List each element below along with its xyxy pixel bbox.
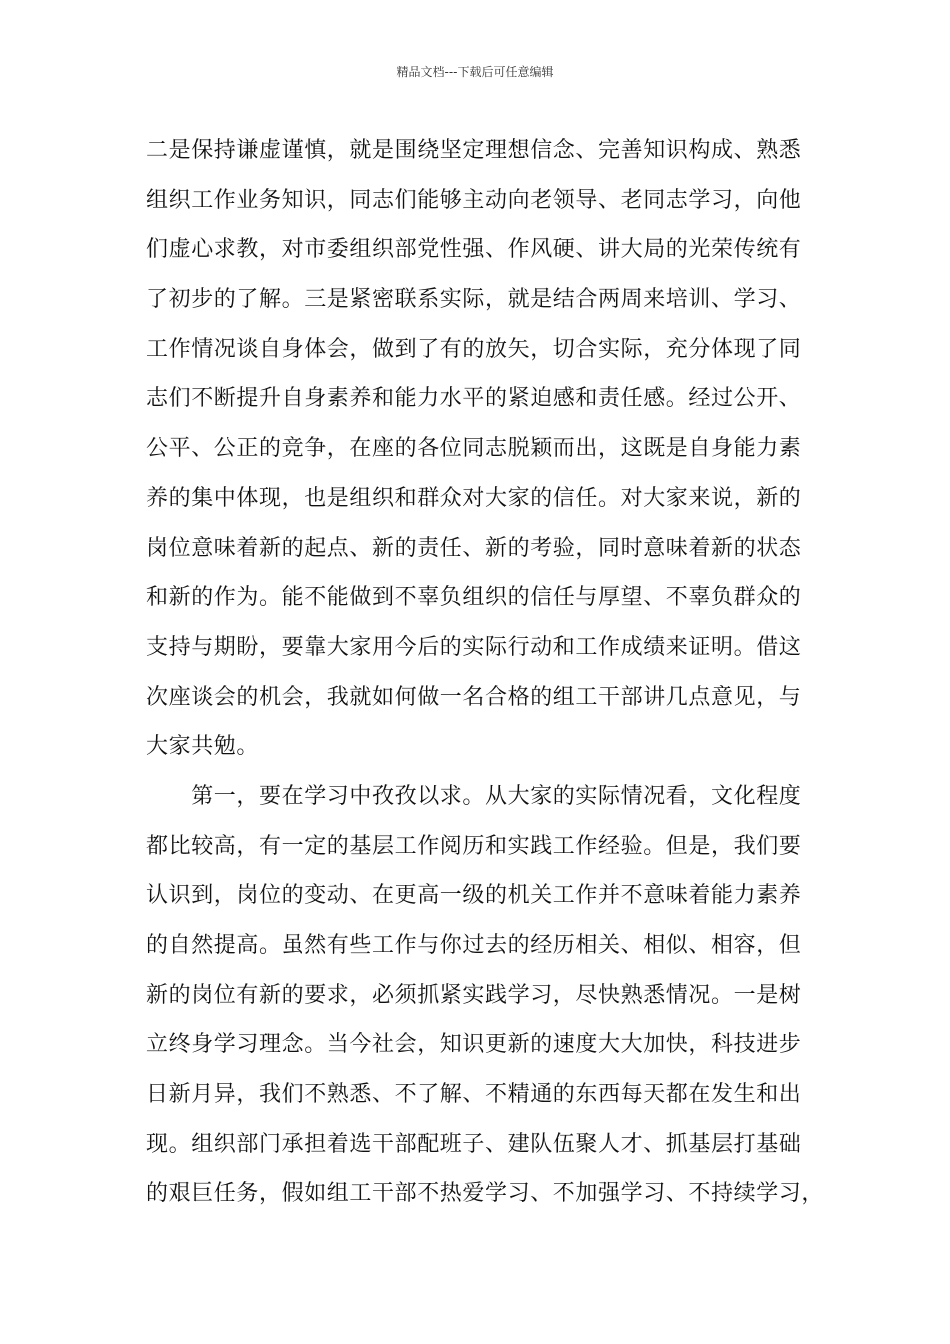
- text-line: 认识到，岗位的变动、在更高一级的机关工作并不意味着能力素养: [146, 883, 802, 909]
- text-line: 组织工作业务知识，同志们能够主动向老领导、老同志学习，向他: [146, 187, 802, 213]
- text-line: 都比较高，有一定的基层工作阅历和实践工作经验。但是，我们要: [146, 833, 802, 859]
- text-line: 养的集中体现，也是组织和群众对大家的信任。对大家来说，新的: [146, 485, 802, 511]
- text-line: 日新月异，我们不熟悉、不了解、不精通的东西每天都在发生和出: [146, 1082, 802, 1108]
- text-line: 岗位意味着新的起点、新的责任、新的考验，同时意味着新的状态: [146, 535, 802, 561]
- page-header: 精品文档---下载后可任意编辑: [396, 65, 554, 79]
- text-line: 志们不断提升自身素养和能力水平的紧迫感和责任感。经过公开、: [146, 386, 802, 412]
- text-line: 二是保持谦虚谨慎，就是围绕坚定理想信念、完善知识构成、熟悉: [146, 138, 802, 163]
- text-line: 新的岗位有新的要求，必须抓紧实践学习，尽快熟悉情况。一是树: [146, 982, 802, 1008]
- text-line: 大家共勉。: [146, 734, 260, 760]
- text-line: 第一，要在学习中孜孜以求。从大家的实际情况看，文化程度: [146, 783, 802, 809]
- text-line: 工作情况谈自身体会，做到了有的放矢，切合实际，充分体现了同: [146, 336, 802, 362]
- text-line: 的艰巨任务，假如组工干部不热爱学习、不加强学习、不持续学习，: [146, 1181, 825, 1207]
- text-line: 的自然提高。虽然有些工作与你过去的经历相关、相似、相容，但: [146, 933, 802, 958]
- text-line: 了初步的了解。三是紧密联系实际，就是结合两周来培训、学习、: [146, 287, 802, 313]
- text-line: 立终身学习理念。当今社会，知识更新的速度大大加快，科技进步: [146, 1032, 802, 1058]
- document-body: [146, 126, 826, 1219]
- text-line: 公平、公正的竞争，在座的各位同志脱颖而出，这既是自身能力素: [146, 436, 802, 462]
- text-line: 次座谈会的机会，我就如何做一名合格的组工干部讲几点意见，与: [146, 684, 802, 710]
- text-line: 和新的作为。能不能做到不辜负组织的信任与厚望、不辜负群众的: [146, 585, 802, 611]
- text-line: 现。组织部门承担着选干部配班子、建队伍聚人才、抓基层打基础: [146, 1131, 802, 1157]
- text-line: 支持与期盼，要靠大家用今后的实际行动和工作成绩来证明。借这: [146, 634, 802, 660]
- text-line: 们虚心求教，对市委组织部党性强、作风硬、讲大局的光荣传统有: [146, 237, 802, 263]
